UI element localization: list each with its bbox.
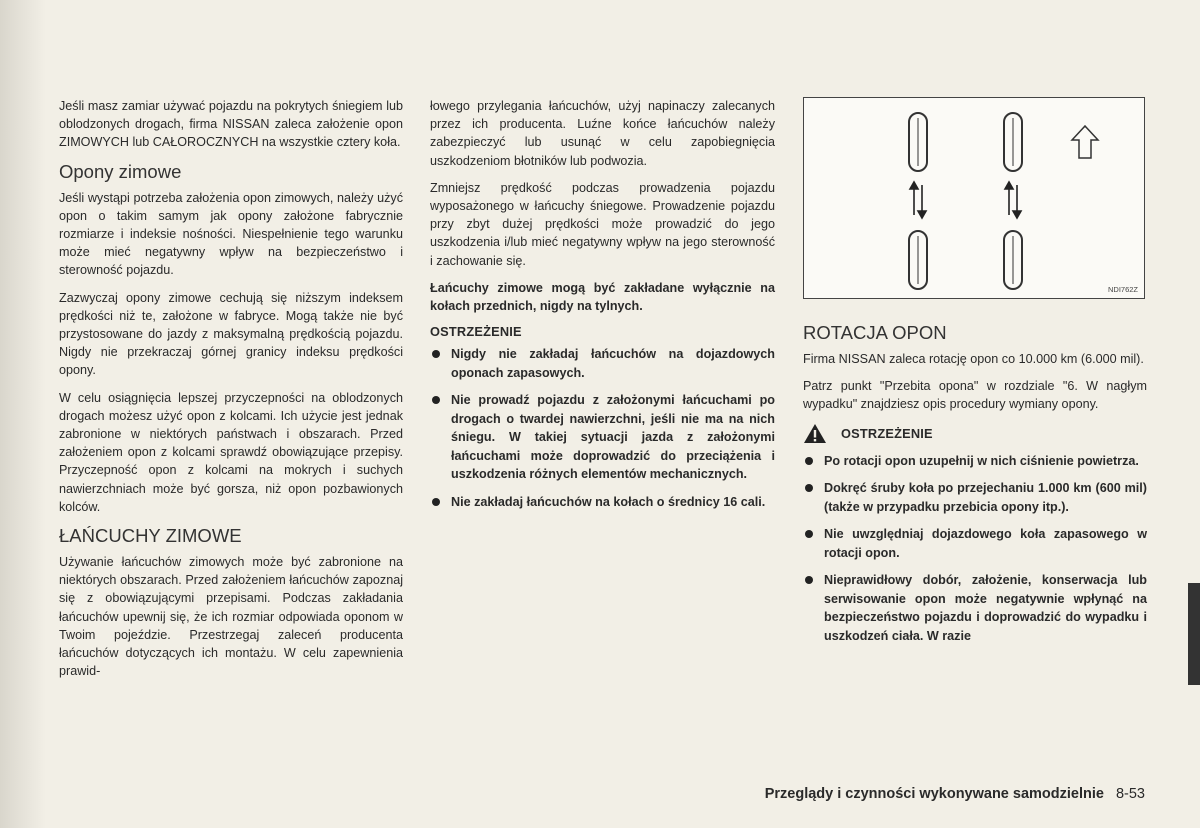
heading-tire-rotation: ROTACJA OPON: [803, 322, 947, 343]
winter-paragraph-3: W celu osiągnięcia lepszej przyczepności na oblodzonych drogach możesz użyć opon z kolcami. Ich użycie jest jednak zabronione w niektórych państwach i obszarach. Przed założeniem opon z kolcami sprawdź obowiązujące przepisy. Przyczepność opon z kolcami na mokrych i suchych nawierzchniach może być gorsza, niż opon pozbawionych kolców.: [59, 390, 403, 514]
warning-triangle-icon: [803, 423, 827, 444]
column-middle: [430, 97, 775, 520]
page-number: 8-53: [1115, 786, 1145, 802]
heading-winter-tires: Opony zimowe: [59, 160, 182, 182]
warning-item: Nie prowadź pojazdu z założonymi łańcuchami po drogach o twardej nawierzchni, jeśli nie ma na nich śniegu. W takiej sytuacji jazda z założonymi łańcuchami może doprowadzić do przeciążenia i uszkodzenia różnych elementów mechanicznych.: [430, 391, 775, 484]
warning-item: Nieprawidłowy dobór, założenie, konserwacja lub serwisowanie opon może negatywnie wpłynąć na bezpieczeństwo pojazdu i doprowadzić do wypadku i uszkodzeń ciała. W razie: [803, 571, 1147, 645]
winter-paragraph-2: Zazwyczaj opony zimowe cechują się niższym indeksem prędkości niż te, założone w fabryce. Mogą także nie być przystosowane do jazdy z maksymalną prędkością pojazdu. Nigdy nie przekraczaj górnej granicy indeksu prędkości opony.: [59, 290, 403, 378]
warning-item: Nigdy nie zakładaj łańcuchów na dojazdowych oponach zapasowych.: [430, 345, 775, 382]
page-binding-shadow: [0, 0, 46, 828]
rotation-paragraph-2: Patrz punkt "Przebita opona" w rozdziale "6. W nagłym wypadku" znajdziesz opis procedury wymiany opony.: [803, 379, 1147, 412]
chains-front-note: Łańcuchy zimowe mogą być zakładane wyłącznie na kołach przednich, nigdy na tylnych.: [430, 280, 775, 314]
warning-item: Po rotacji opon uzupełnij w nich ciśnienie powietrza.: [803, 452, 1147, 471]
winter-paragraph-1: Jeśli wystąpi potrzeba założenia opon zimowych, należy użyć opon o takim samym jak opony założone fabrycznie rozmiarze i indeksie nośności. Niespełnienie tego warunku może mieć negatywny wpływ na bezpieczeństwo i sterowność pojazdu.: [59, 190, 403, 278]
column-left: [59, 97, 403, 689]
chains-paragraph: Używanie łańcuchów zimowych może być zabronione na niektórych obszarach. Przed założeniem łańcuchów zapoznaj się z obowiązującymi przepisami. Podczas zakładania łańcuchów upewnij się, że ich rozmiar odpowiada oponom w Twoim pojeździe. Przestrzegaj zaleceń producenta łańcuchów dotyczących ich montażu. W celu zapewnienia prawid-: [59, 555, 403, 679]
tire-rotation-diagram: [804, 98, 1144, 298]
figure-code: NDI762Z: [1107, 285, 1138, 294]
tire-rotation-figure: [803, 97, 1145, 299]
heading-snow-chains: ŁAŃCUCHY ZIMOWE: [59, 525, 242, 547]
warning-title-rotation: OSTRZEŻENIE: [841, 425, 933, 441]
warning-title-chains: OSTRZEŻENIE: [430, 324, 522, 340]
page-footer: [765, 786, 1145, 802]
chains-speed-paragraph: Zmniejsz prędkość podczas prowadzenia pojazdu wyposażonego w łańcuchy śniegowe. Prowadzenie pojazdu przy zbyt dużej prędkości może prowadzić do jego uszkodzenia i/lub mieć negatywny wpływ na jego sterowność i zachowanie się.: [430, 180, 775, 268]
chapter-tab-marker: [1188, 583, 1200, 685]
intro-paragraph: Jeśli masz zamiar używać pojazdu na pokrytych śniegiem lub oblodzonych drogach, firma NISSAN zaleca założenie opon ZIMOWYCH lub CAŁOROCZNYCH na wszystkie cztery koła.: [59, 99, 403, 150]
warning-list-chains: [430, 345, 775, 511]
chains-paragraph-cont: łowego przylegania łańcuchów, użyj napinaczy zalecanych przez ich producenta. Luźne końce łańcuchów należy zabezpieczyć lub usunąć w celu zapobiegnięcia uszkodzeniom błotników lub podwozia.: [430, 99, 775, 168]
warning-item: Nie zakładaj łańcuchów na kołach o średnicy 16 cali.: [430, 493, 775, 512]
column-right: [803, 97, 1147, 654]
warning-header-rotation: [803, 423, 1147, 444]
warning-item: Nie uwzględniaj dojazdowego koła zapasowego w rotacji opon.: [803, 525, 1147, 562]
warning-item: Dokręć śruby koła po przejechaniu 1.000 km (600 mil) (także w przypadku przebicia opony itp.).: [803, 479, 1147, 516]
rotation-paragraph-1: Firma NISSAN zaleca rotację opon co 10.000 km (6.000 mil).: [803, 352, 1144, 366]
warning-list-rotation: [803, 452, 1147, 646]
footer-section-title: Przeglądy i czynności wykonywane samodzielnie: [764, 786, 1104, 802]
